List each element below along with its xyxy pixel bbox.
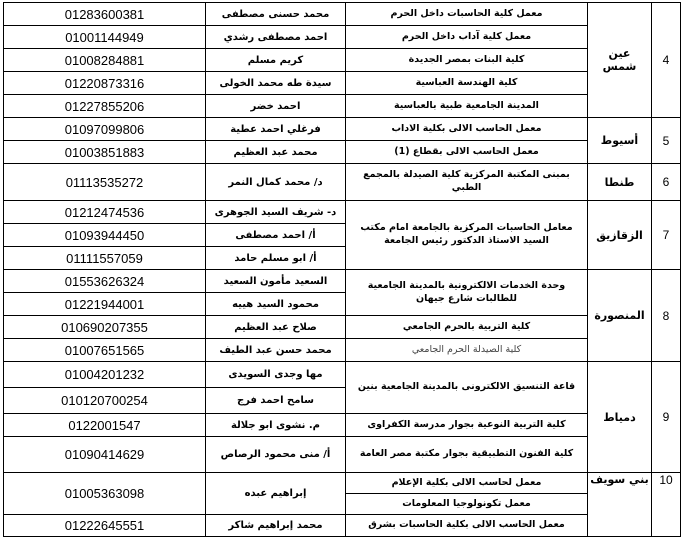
name-cell: إبراهيم عبده [206, 473, 346, 515]
name-cell: أ/ منى محمود الرصاص [206, 437, 346, 473]
name-cell: د- شريف السيد الجوهرى [206, 201, 346, 224]
phone-cell: 01212474536 [4, 201, 206, 224]
phone-cell: 010120700254 [4, 388, 206, 414]
phone-cell: 01004201232 [4, 362, 206, 388]
phone-cell: 01553626324 [4, 270, 206, 293]
row-number-cell: 6 [652, 164, 681, 201]
governorate-cell: أسيوط [588, 118, 652, 164]
name-cell: أ/ ابو مسلم حامد [206, 247, 346, 270]
row-number-cell: 7 [652, 201, 681, 270]
row-number-cell: 4 [652, 3, 681, 118]
governorate-cell: المنصورة [588, 270, 652, 362]
table-row [4, 201, 681, 224]
row-number-cell: 8 [652, 270, 681, 362]
phone-cell: 01097099806 [4, 118, 206, 141]
place-cell: معمل الحاسب الالى بقطاع (1) [346, 141, 588, 164]
phone-cell: 01283600381 [4, 3, 206, 26]
phone-cell: 0122001547 [4, 414, 206, 437]
place-cell: قاعة التنسيق الالكترونى بالمدينة الجامعية بنين [346, 362, 588, 414]
table-row [4, 362, 681, 388]
table-row [4, 414, 681, 437]
table-row [4, 473, 681, 494]
place-cell: كلية الهندسة العباسية [346, 72, 588, 95]
governorate-cell: بني سويف [588, 473, 652, 537]
phone-cell: 01005363098 [4, 473, 206, 515]
place-cell: كلية الفنون التطبيقية بجوار مكتبة مصر العامة [346, 437, 588, 473]
name-cell: صلاح عبد العظيم [206, 316, 346, 339]
table-row [4, 72, 681, 95]
name-cell: أ/ احمد مصطفى [206, 224, 346, 247]
phone-cell: 01008284881 [4, 49, 206, 72]
name-cell: كريم مسلم [206, 49, 346, 72]
phone-cell: 010690207355 [4, 316, 206, 339]
table-row [4, 437, 681, 473]
place-cell: معمل الحاسب الالى بكلية الحاسبات بشرق [346, 515, 588, 537]
governorate-cell: عين شمس [588, 3, 652, 118]
table-row [4, 270, 681, 293]
table-row [4, 141, 681, 164]
place-cell: كلية التربية النوعية بجوار مدرسة الكفراوى [346, 414, 588, 437]
name-cell: محمد عبد العظيم [206, 141, 346, 164]
phone-cell: 01113535272 [4, 164, 206, 201]
contacts-sheet [3, 2, 680, 553]
name-cell: محمد حسنى مصطفى [206, 3, 346, 26]
name-cell: فرغلي احمد عطية [206, 118, 346, 141]
governorate-cell: طنطا [588, 164, 652, 201]
phone-cell: 01227855206 [4, 95, 206, 118]
phone-cell: 01111557059 [4, 247, 206, 270]
governorate-cell: الزقازيق [588, 201, 652, 270]
phone-cell: 01222645551 [4, 515, 206, 537]
name-cell: محمود السيد هييه [206, 293, 346, 316]
place-cell: كلية البنات بمصر الجديدة [346, 49, 588, 72]
table-row [4, 164, 681, 201]
row-number-cell: 9 [652, 362, 681, 473]
name-cell: السعيد مأمون السعيد [206, 270, 346, 293]
phone-cell: 01007651565 [4, 339, 206, 362]
name-cell: مها وجدى السويدى [206, 362, 346, 388]
place-cell: معمل لحاسب الالى بكلية الإعلام [346, 473, 588, 494]
phone-cell: 01220873316 [4, 72, 206, 95]
name-cell: احمد خضر [206, 95, 346, 118]
place-cell: كلية التربية بالحرم الجامعي [346, 316, 588, 339]
table-row [4, 515, 681, 537]
table-row [4, 95, 681, 118]
phone-cell: 01003851883 [4, 141, 206, 164]
name-cell: م. نشوى ابو جلالة [206, 414, 346, 437]
table-row [4, 3, 681, 26]
table-row [4, 118, 681, 141]
governorate-cell: دمياط [588, 362, 652, 473]
table-row [4, 339, 681, 362]
name-cell: محمد حسن عبد الطيف [206, 339, 346, 362]
table-row [4, 316, 681, 339]
name-cell: محمد إبراهيم شاكر [206, 515, 346, 537]
table-row [4, 26, 681, 49]
name-cell: سيدة طه محمد الخولى [206, 72, 346, 95]
place-cell: معمل كلية آداب داخل الحرم [346, 26, 588, 49]
phone-cell: 01093944450 [4, 224, 206, 247]
contacts-table [3, 2, 681, 537]
place-cell: معمل تكونولوجيا المعلومات [346, 494, 588, 515]
place-cell: وحدة الخدمات الالكترونية بالمدينة الجامعية للطالبات شارع جيهان [346, 270, 588, 316]
row-number-cell: 5 [652, 118, 681, 164]
place-cell: بمبنى المكتبة المركزية كلية الصيدلة بالمجمع الطبي [346, 164, 588, 201]
phone-cell: 01090414629 [4, 437, 206, 473]
phone-cell: 01221944001 [4, 293, 206, 316]
place-cell: معامل الحاسبات المركزية بالجامعة امام مكتب السيد الاستاذ الدكتور رئيس الجامعة [346, 201, 588, 270]
place-cell: المدينة الجامعية طبية بالعباسية [346, 95, 588, 118]
name-cell: سامح احمد فرج [206, 388, 346, 414]
place-cell: معمل الحاسب الالى بكلية الاداب [346, 118, 588, 141]
place-cell: معمل كلية الحاسبات داخل الحرم [346, 3, 588, 26]
table-row [4, 49, 681, 72]
place-cell: كلية الصيدلة الحرم الجامعي [346, 339, 588, 362]
name-cell: د/ محمد كمال النمر [206, 164, 346, 201]
phone-cell: 01001144949 [4, 26, 206, 49]
row-number-cell: 10 [652, 473, 681, 537]
name-cell: احمد مصطفى رشدي [206, 26, 346, 49]
